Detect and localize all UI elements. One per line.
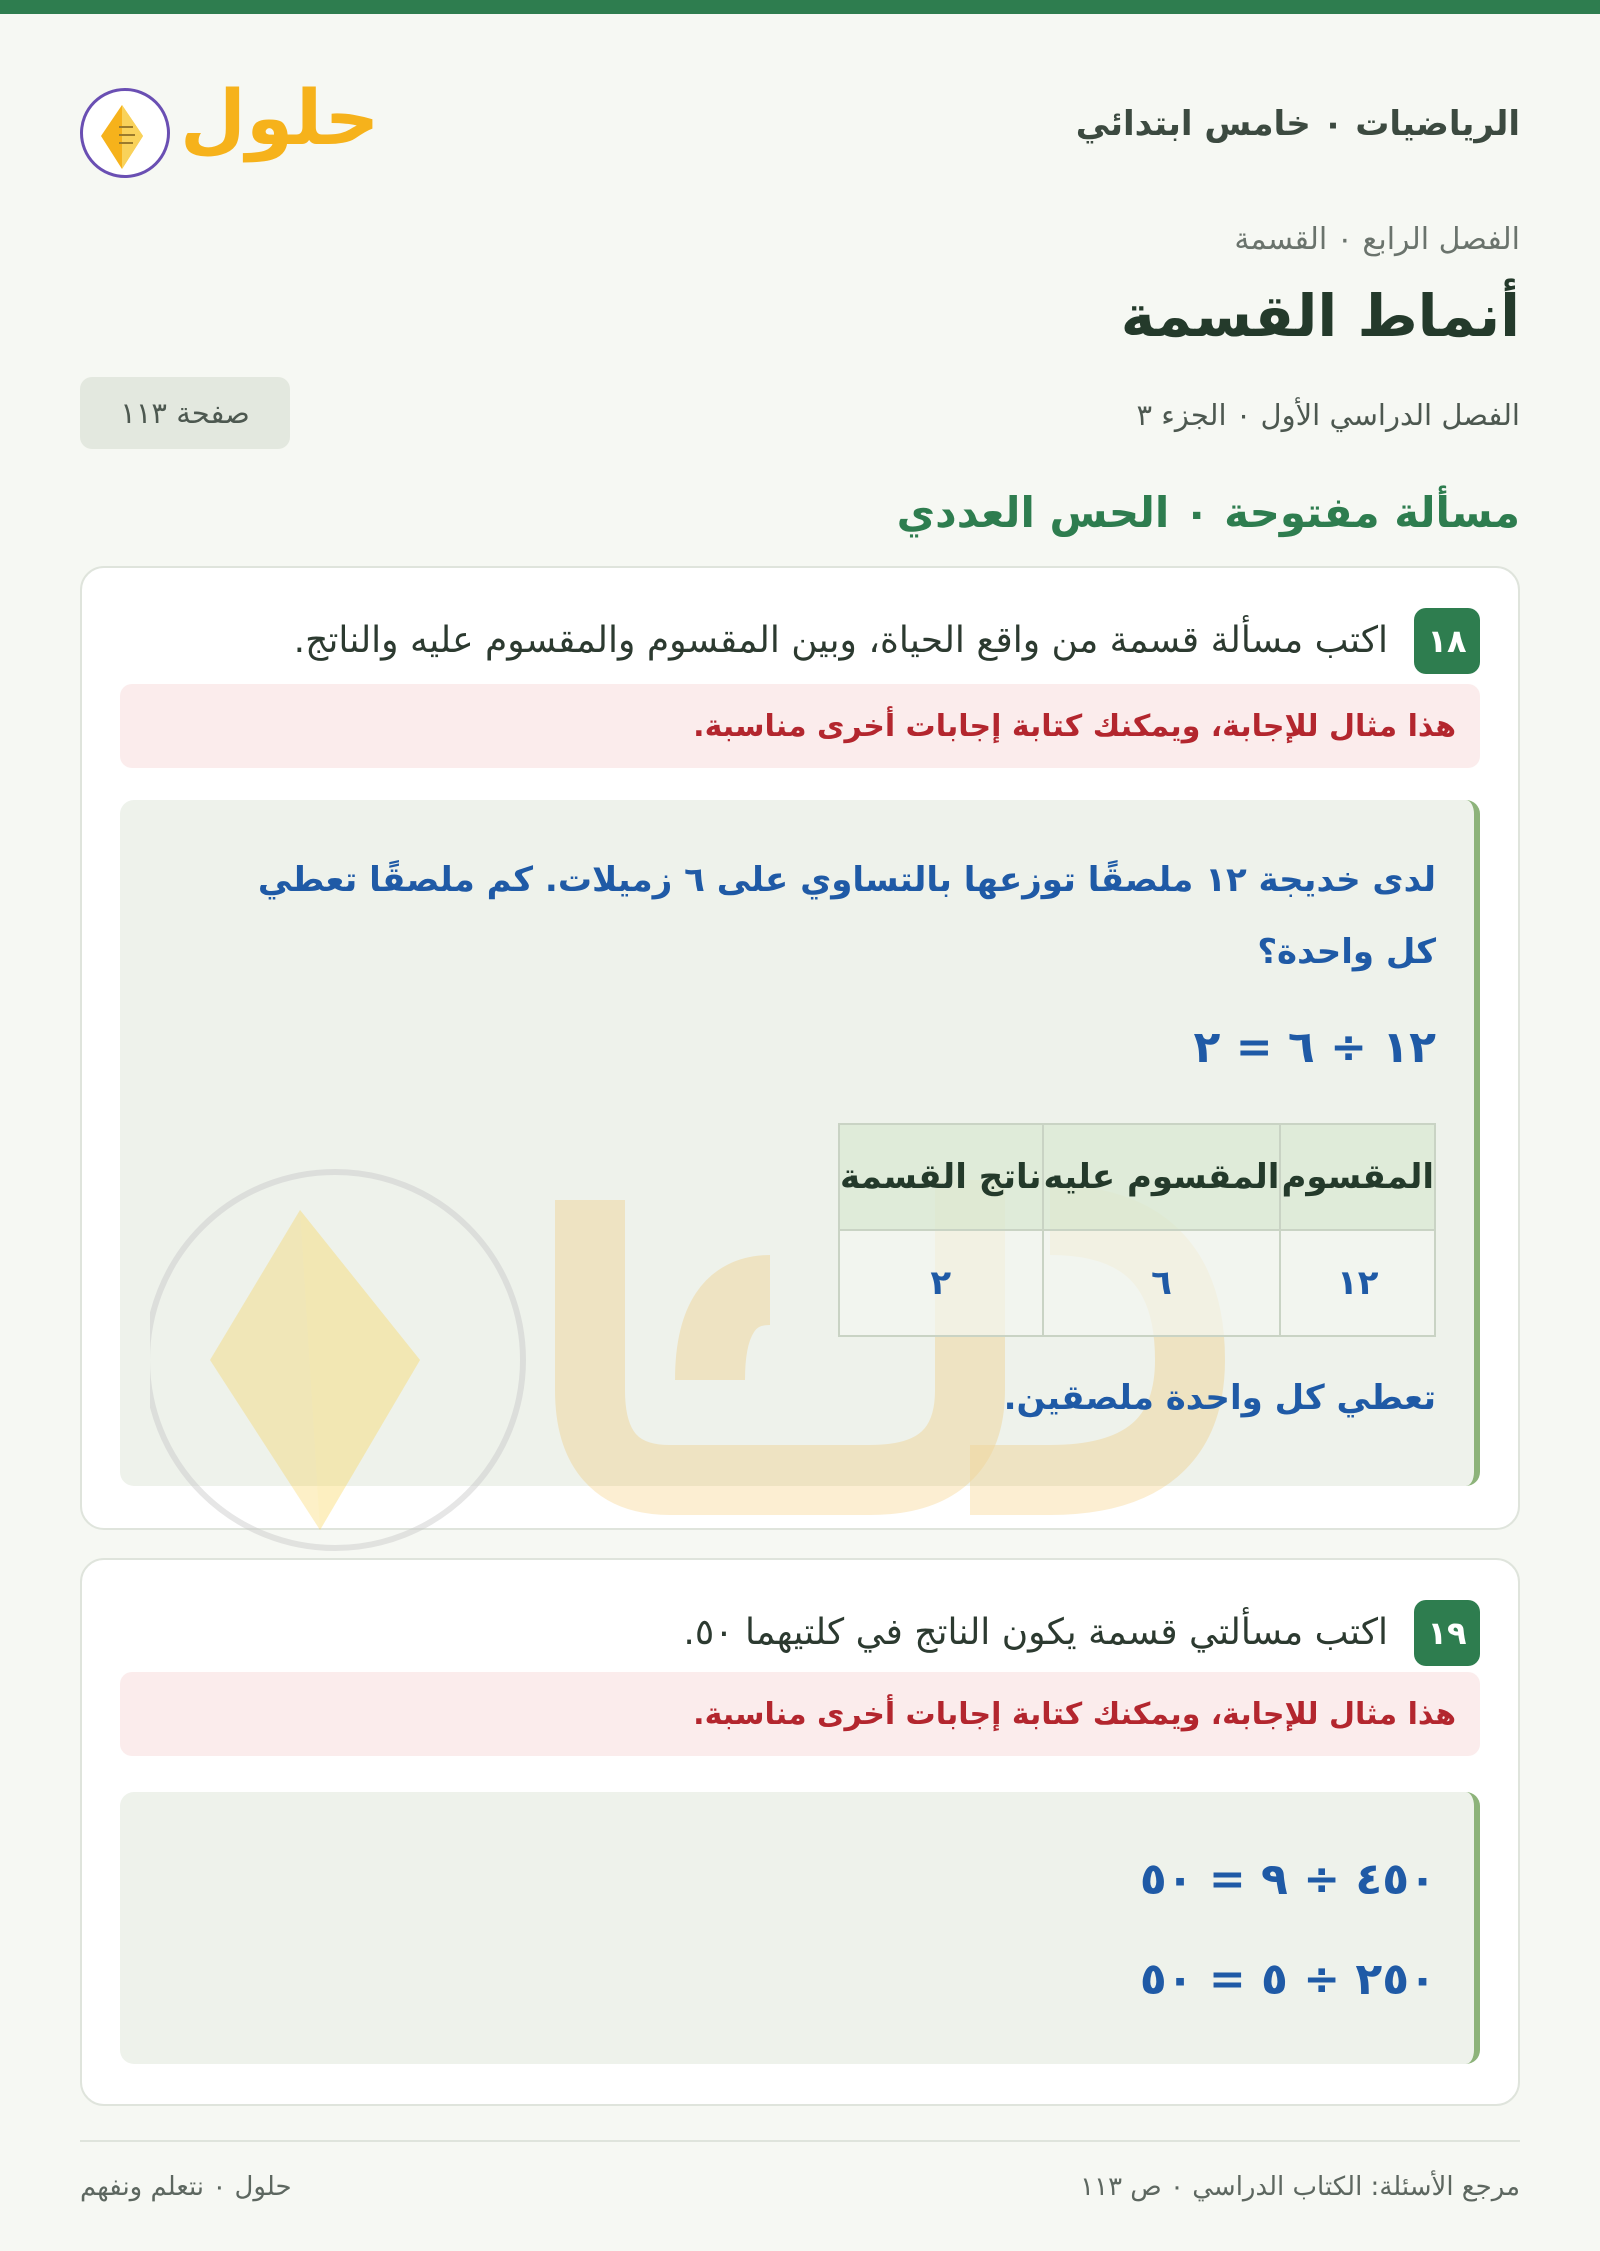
question-number-badge: ١٩ (1414, 1600, 1480, 1666)
question-card-19 (80, 1558, 1520, 2106)
answer-story: لدى خديجة ١٢ ملصقًا توزعها بالتساوي على ٦ زميلات. كم ملصقًا تعطي كل واحدة؟ (257, 860, 1436, 972)
page-header (80, 73, 1520, 162)
page-title: أنماط القسمة (1120, 282, 1520, 350)
answer-equation-2: ٢٥٠ ÷ ٥ = ٥٠ (1139, 1954, 1436, 2005)
question-header (122, 1600, 1480, 1670)
cell-divisor: ٦ (1043, 1230, 1281, 1336)
answer-conclusion: تعطي كل واحدة ملصقين. (1003, 1378, 1436, 1418)
answer-box (120, 1792, 1480, 2064)
chapter-label: الفصل الرابع ٠ القسمة (1234, 222, 1520, 257)
header-dividend: المقسوم (1280, 1124, 1435, 1230)
logo-wordmark: حلول (180, 73, 380, 162)
header-divisor: المقسوم عليه (1043, 1124, 1281, 1230)
cell-dividend: ١٢ (1280, 1230, 1435, 1336)
header-quotient: ناتج القسمة (839, 1124, 1043, 1230)
page-number-badge: صفحة ١١٣ (80, 377, 290, 449)
question-text: اكتب مسألتي قسمة يكون الناتج في كلتيهما ٥٠. (683, 1612, 1388, 1653)
question-number-badge: ١٨ (1414, 608, 1480, 674)
top-accent-bar (0, 0, 1600, 14)
answer-note: هذا مثال للإجابة، ويمكنك كتابة إجابات أخرى مناسبة. (120, 1672, 1480, 1756)
brand-logo[interactable] (80, 73, 380, 172)
table-header-row (839, 1124, 1435, 1230)
table-row (839, 1230, 1435, 1336)
footer-reference: مرجع الأسئلة: الكتاب الدراسي ٠ ص ١١٣ (1080, 2172, 1520, 2202)
section-title: مسألة مفتوحة ٠ الحس العددي (896, 488, 1520, 537)
question-card-18 (80, 566, 1520, 1530)
logo-emblem-icon (80, 88, 170, 178)
subject-label: الرياضيات ٠ خامس ابتدائي (1075, 104, 1520, 144)
question-text: اكتب مسألة قسمة من واقع الحياة، وبين المقسوم والمقسوم عليه والناتج. (293, 620, 1388, 661)
answer-equation: ١٢ ÷ ٦ = ٢ (1193, 1022, 1436, 1073)
cell-quotient: ٢ (839, 1230, 1043, 1336)
answer-equation-1: ٤٥٠ ÷ ٩ = ٥٠ (1139, 1854, 1436, 1905)
question-header (122, 608, 1480, 678)
footer-brand: حلول ٠ نتعلم ونفهم (80, 2172, 292, 2202)
answer-note: هذا مثال للإجابة، ويمكنك كتابة إجابات أخرى مناسبة. (120, 684, 1480, 768)
footer-divider (80, 2140, 1520, 2142)
answer-box (120, 800, 1480, 1486)
semester-label: الفصل الدراسي الأول ٠ الجزء ٣ (1136, 398, 1520, 432)
division-parts-table (838, 1123, 1436, 1337)
